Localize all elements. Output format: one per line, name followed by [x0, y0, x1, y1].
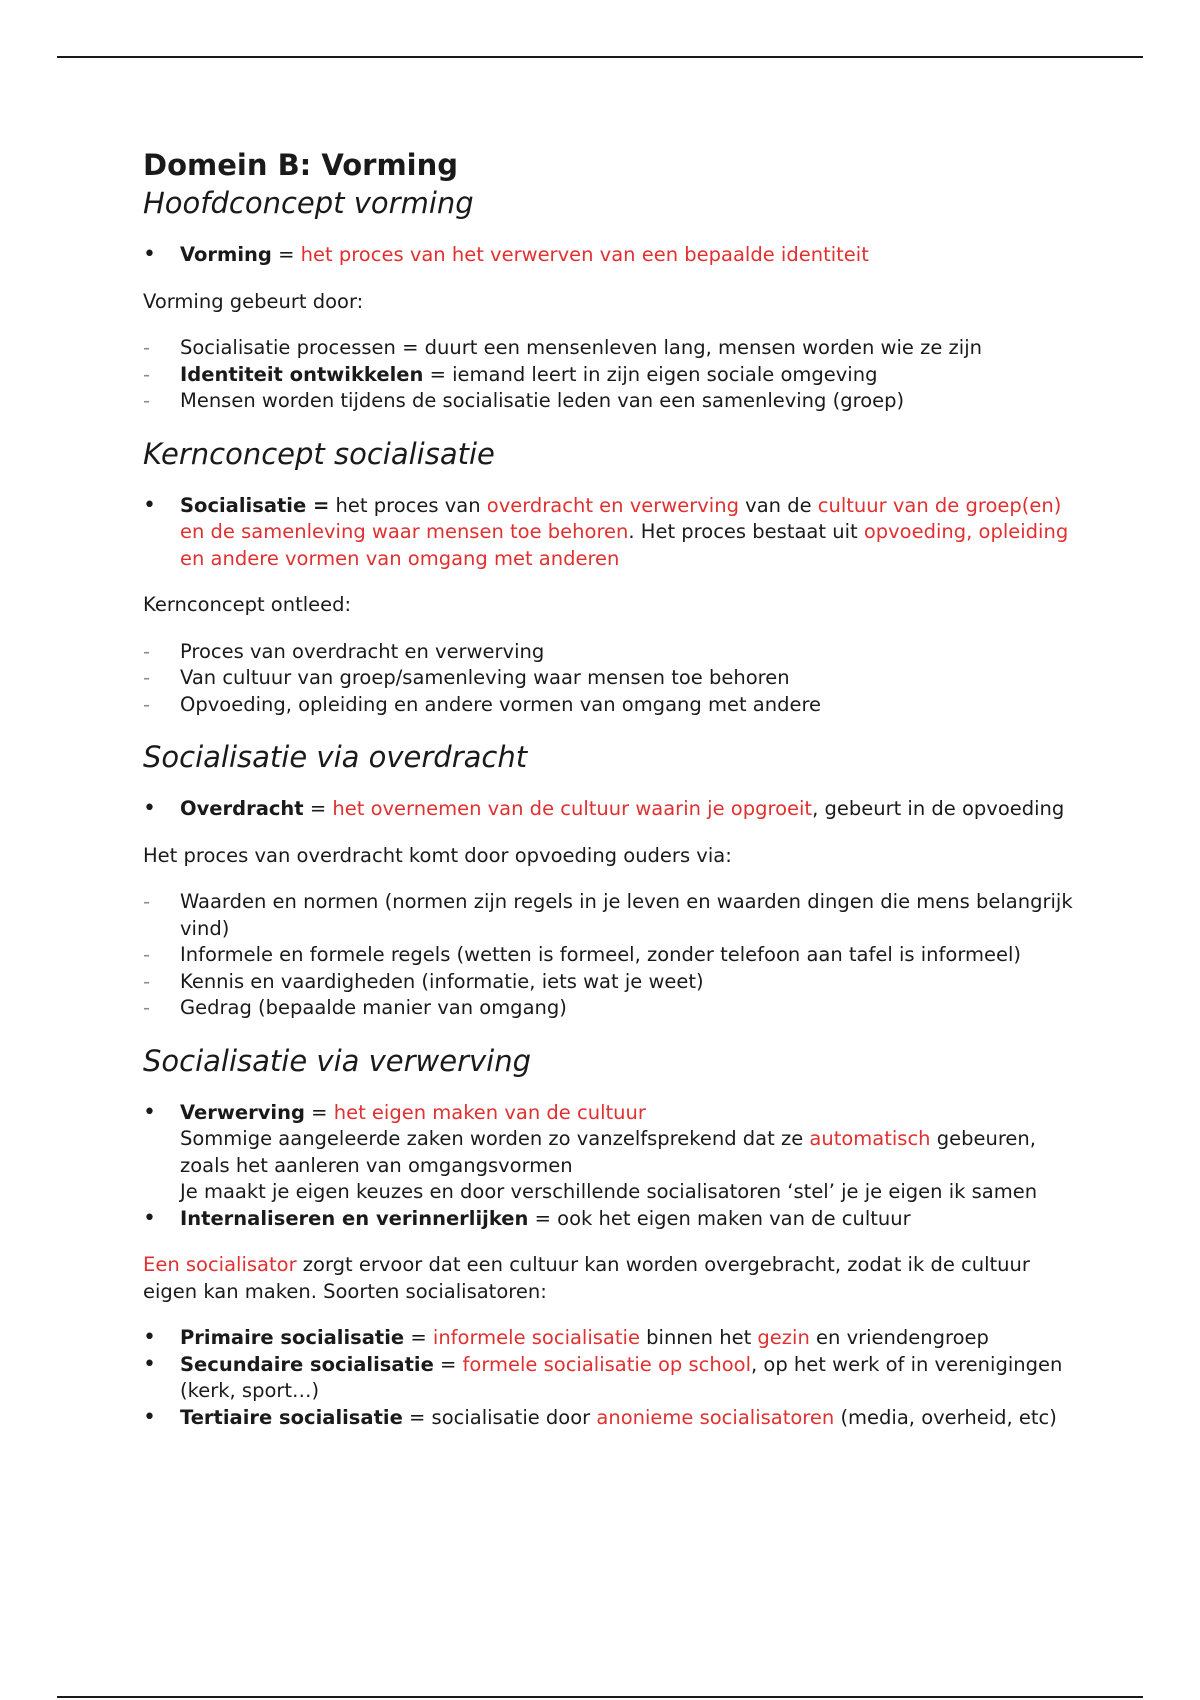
list-item: - Proces van overdracht en verwerving	[143, 639, 1073, 666]
list-item: • Secundaire socialisatie = formele socialisatie op school, op het werk of in verenigingen (kerk, sport…)	[143, 1352, 1073, 1405]
list-item: - Waarden en normen (normen zijn regels in je leven en waarden dingen die mens belangrijk vind)	[143, 889, 1073, 942]
list-item: • Internaliseren en verinnerlijken = ook het eigen maken van de cultuur	[143, 1206, 1073, 1233]
bottom-rule	[57, 1696, 1143, 1698]
list-item: • Overdracht = het overnemen van de cultuur waarin je opgroeit, gebeurt in de opvoeding	[143, 796, 1073, 823]
list-item: - Kennis en vaardigheden (informatie, iets wat je weet)	[143, 969, 1073, 996]
bullet-list	[143, 1100, 1073, 1233]
section-heading-overdracht: Socialisatie via overdracht	[143, 740, 528, 774]
section-heading-socialisatie: Kernconcept socialisatie	[143, 436, 495, 471]
sub-line: Sommige aangeleerde zaken worden zo vanzelfsprekend dat ze automatisch gebeuren, zoals het aanleren van omgangsvormen	[180, 1127, 1036, 1177]
list-item: - Socialisatie processen = duurt een mensenleven lang, mensen worden wie ze zijn	[143, 335, 1073, 362]
paragraph: Kernconcept ontleed:	[143, 593, 352, 616]
list-item: • Socialisatie = het proces van overdracht en verwerving van de cultuur van de groep(en) en de samenleving waar mensen toe behoren. Het proces bestaat uit opvoeding, opleiding en andere vormen van omgang met anderen	[143, 493, 1073, 573]
list-item: • Tertiaire socialisatie = socialisatie door anonieme socialisatoren (media, overheid, etc)	[143, 1405, 1073, 1432]
list-item: - Identiteit ontwikkelen = iemand leert in zijn eigen sociale omgeving	[143, 362, 1073, 389]
section-heading-vorming: Hoofdconcept vorming	[143, 186, 474, 220]
bullet-list	[143, 796, 1073, 823]
list-item: • Verwerving = het eigen maken van de cultuur Sommige aangeleerde zaken worden zo vanzelfsprekend dat ze automatisch gebeuren, zoals het aanleren van omgangsvormen Je maakt je eigen keuzes en door verschillende socialisatoren ‘stel’ je je eigen ik samen	[143, 1100, 1073, 1206]
bullet-list	[143, 1325, 1073, 1431]
dash-list	[143, 335, 1073, 415]
section-heading-verwerving: Socialisatie via verwerving	[143, 1043, 532, 1078]
sub-line: Je maakt je eigen keuzes en door verschillende socialisatoren ‘stel’ je je eigen ik samen	[180, 1180, 1038, 1203]
dash-list	[143, 639, 1073, 719]
page-title: Domein B: Vorming	[143, 148, 459, 182]
list-item: - Gedrag (bepaalde manier van omgang)	[143, 995, 1073, 1022]
document-body	[143, 146, 1073, 1431]
list-item: • Primaire socialisatie = informele socialisatie binnen het gezin en vriendengroep	[143, 1325, 1073, 1352]
list-item: • Vorming = het proces van het verwerven van een bepaalde identiteit	[143, 242, 1073, 269]
list-item: - Mensen worden tijdens de socialisatie leden van een samenleving (groep)	[143, 388, 1073, 415]
bullet-list	[143, 493, 1073, 573]
paragraph: Vorming gebeurt door:	[143, 289, 364, 313]
list-item: - Informele en formele regels (wetten is formeel, zonder telefoon aan tafel is informeel)	[143, 942, 1073, 969]
bullet-list	[143, 242, 1073, 269]
list-item: - Van cultuur van groep/samenleving waar mensen toe behoren	[143, 665, 1073, 692]
dash-list	[143, 889, 1073, 1022]
list-item: - Opvoeding, opleiding en andere vormen van omgang met andere	[143, 692, 1073, 719]
top-rule	[57, 56, 1143, 58]
paragraph: Een socialisator zorgt ervoor dat een cultuur kan worden overgebracht, zodat ik de cultuur eigen kan maken. Soorten socialisatoren:	[143, 1253, 1030, 1303]
paragraph: Het proces van overdracht komt door opvoeding ouders via:	[143, 843, 732, 867]
